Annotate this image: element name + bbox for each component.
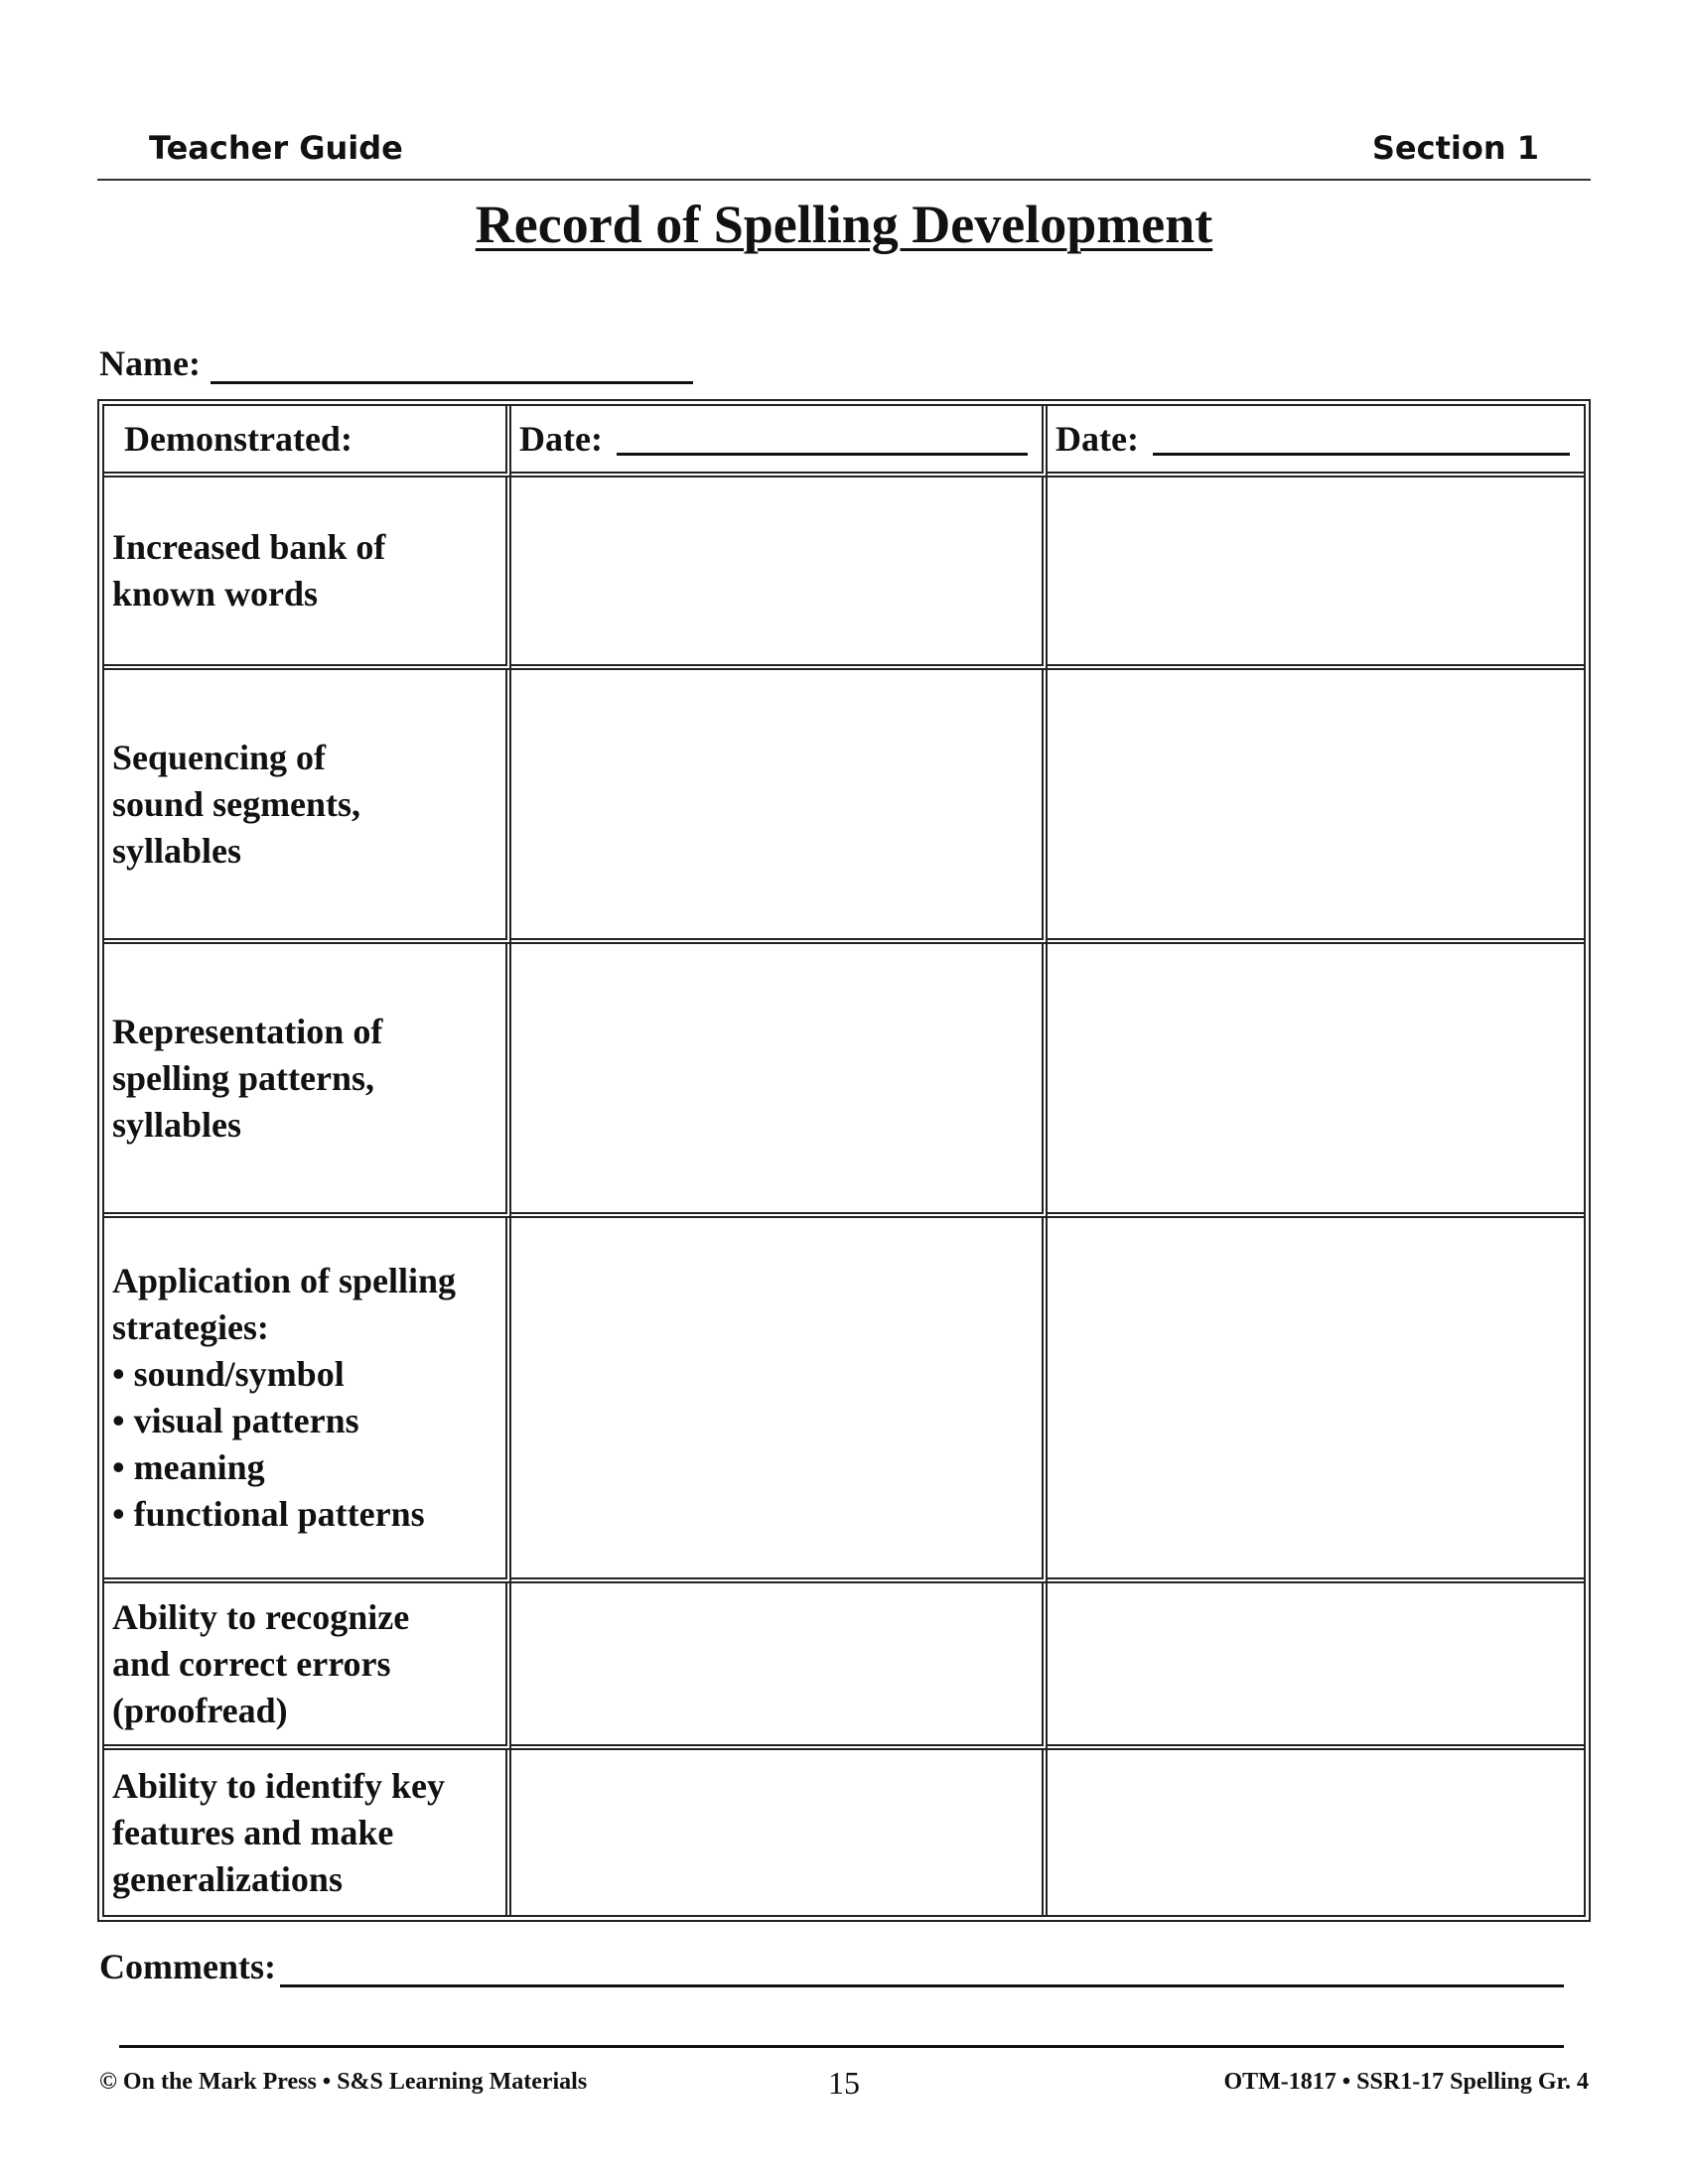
- name-field: [99, 342, 693, 384]
- header-demonstrated: Demonstrated:: [104, 406, 511, 478]
- table-row-label: Increased bank of known words: [104, 478, 511, 670]
- footer-product-code: OTM-1817 • SSR1-17 Spelling Gr. 4: [1223, 2069, 1589, 2095]
- table-cell-date-2[interactable]: [1048, 1750, 1584, 1915]
- date-1-blank[interactable]: [617, 423, 1028, 456]
- comments-blank-2[interactable]: [119, 2045, 1564, 2048]
- table-cell-date-2[interactable]: [1048, 944, 1584, 1218]
- name-label: Name:: [99, 343, 201, 383]
- table-row-label: Representation of spelling patterns, syllables: [104, 944, 511, 1218]
- table-cell-date-1[interactable]: [511, 670, 1048, 944]
- footer: [99, 2065, 1589, 2105]
- comments-field: [99, 1946, 1564, 1987]
- development-table: [97, 399, 1591, 1922]
- table-cell-date-1[interactable]: [511, 1750, 1048, 1915]
- table-row-label: Ability to identify key features and make generalizations: [104, 1750, 511, 1915]
- table-cell-date-2[interactable]: [1048, 478, 1584, 670]
- table-cell-date-1[interactable]: [511, 1583, 1048, 1750]
- header-date-2: Date:: [1048, 406, 1584, 478]
- table-cell-date-1[interactable]: [511, 478, 1048, 670]
- footer-copyright: © On the Mark Press • S&S Learning Materials: [99, 2069, 588, 2095]
- table-cell-date-2[interactable]: [1048, 670, 1584, 944]
- page-title: Record of Spelling Development: [475, 195, 1213, 254]
- table-row-label: Ability to recognize and correct errors (proofread): [104, 1583, 511, 1750]
- name-blank[interactable]: [211, 345, 693, 384]
- date-2-blank[interactable]: [1153, 423, 1570, 456]
- comments-label: Comments:: [99, 1947, 276, 1986]
- table-cell-date-2[interactable]: [1048, 1583, 1584, 1750]
- header-rule: [97, 179, 1591, 181]
- table-row-label: Sequencing of sound segments, syllables: [104, 670, 511, 944]
- header-left: Teacher Guide: [149, 129, 403, 167]
- table-row-label: Application of spelling strategies: • sound/symbol • visual patterns • meaning • functional patterns: [104, 1218, 511, 1583]
- header-date-1: Date:: [511, 406, 1048, 478]
- page-number: 15: [828, 2065, 860, 2101]
- comments-blank-1[interactable]: [280, 1955, 1564, 1987]
- table-cell-date-2[interactable]: [1048, 1218, 1584, 1583]
- table-cell-date-1[interactable]: [511, 1218, 1048, 1583]
- header-right: Section 1: [1371, 129, 1539, 167]
- table-cell-date-1[interactable]: [511, 944, 1048, 1218]
